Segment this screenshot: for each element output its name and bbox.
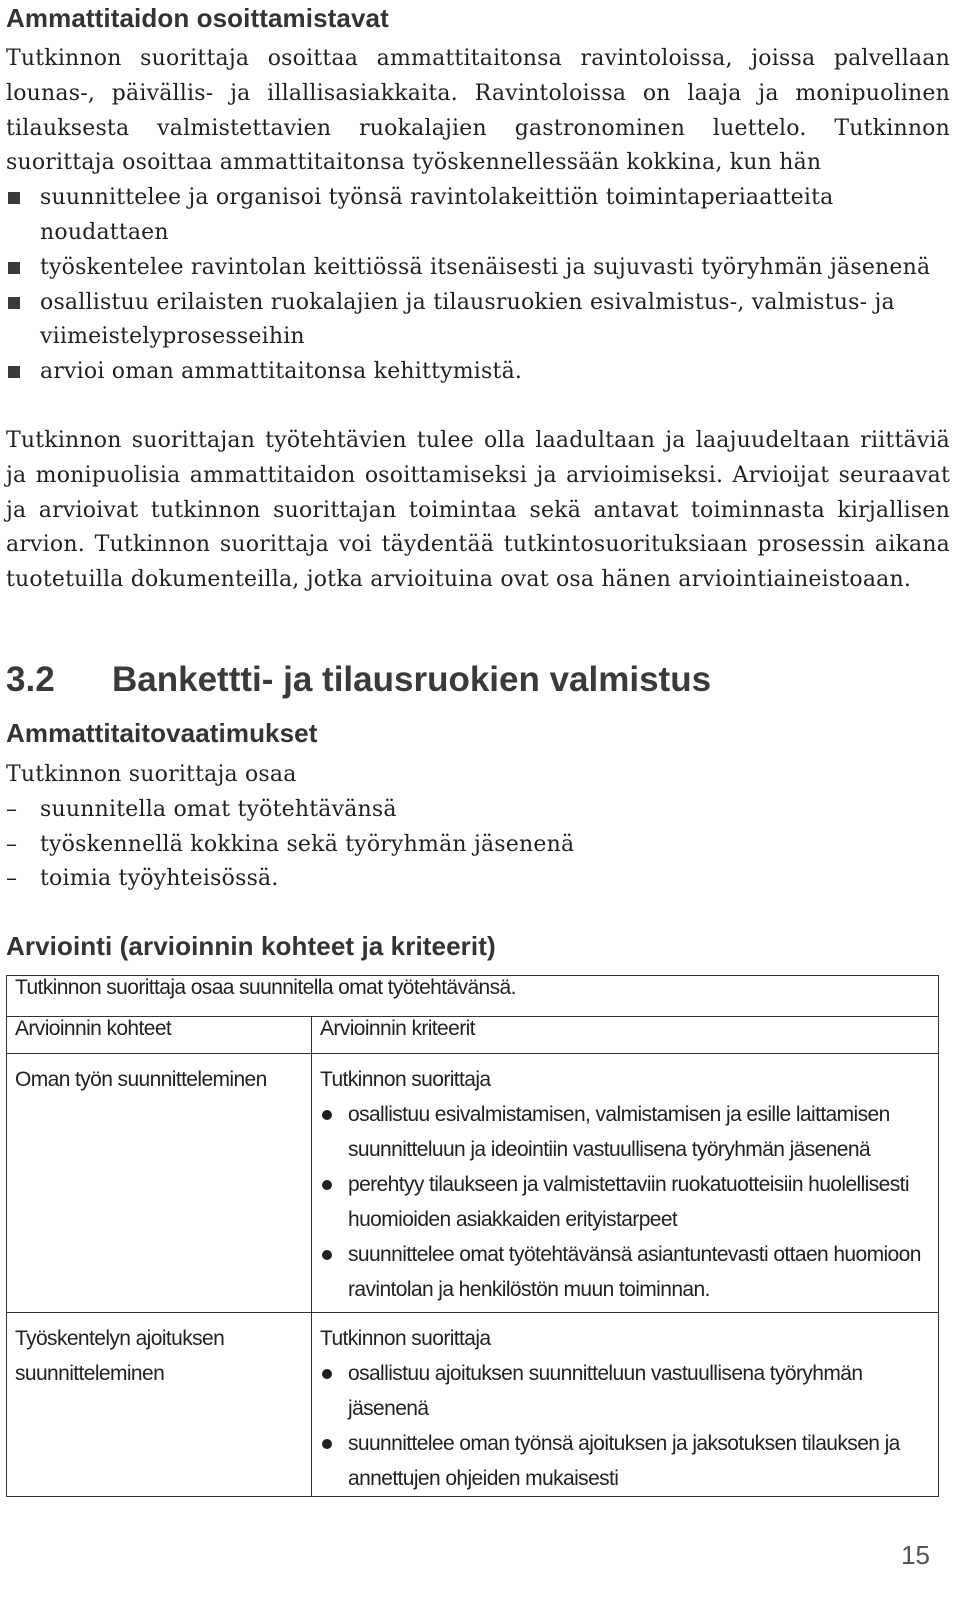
list-item-text: osallistuu erilaisten ruokalajien ja tilausruokien esivalmistus-, valmistus- ja viimeistelyprosesseihin	[40, 289, 895, 350]
list-item-text: suunnittelee ja organisoi työnsä ravintolakeittiön toimintaperiaatteita noudattaen	[40, 185, 834, 245]
dash-bullet-icon: –	[6, 796, 18, 822]
assessment-paragraph: Tutkinnon suorittajan työtehtävien tulee olla laadultaan ja laajuudeltaan riittäviä ja monipuolisia ammattitaidon osoittamiseksi ja arvioimiseksi. Arvioijat seuraavat ja arvioivat tutkinnon suorittajan toimintaa sekä antavat toiminnasta kirjallisen arvion. Tutkinnon suorittaja voi täydentää tutkintosuorituksiaan prosessin aikana tuotetuilla dokumenteilla, jotka arvioituina ovat osa hänen arviointiaineistoaan.	[6, 427, 950, 593]
intro-section	[6, 0, 950, 598]
list-item-text: perehtyy tilaukseen ja valmistettaviin ruokatuotteisiin huolellisesti huomioiden asiakkaiden erityistarpeet	[348, 1173, 909, 1231]
intro-paragraph: Tutkinnon suorittaja osoittaa ammattitaitonsa ravintoloissa, joissa palvellaan lounas-, päivällis- ja illallisasiakkaita. Ravintoloissa on laaja ja monipuolinen tilauksesta valmistettavien ruokalajien gastronominen luettelo. Tutkinnon suorittaja osoittaa ammattitaitonsa työskennellessään kokkina, kun hän	[6, 46, 950, 176]
square-bullet-icon	[8, 297, 20, 309]
list-item	[6, 828, 950, 863]
evaluation-heading: Arviointi (arvioinnin kohteet ja kriteerit)	[6, 931, 496, 962]
list-item-text: toimia työyhteisössä.	[40, 866, 279, 892]
square-bullet-icon	[8, 262, 20, 274]
table-row	[7, 1054, 939, 1313]
criteria-lead: Tutkinnon suorittaja	[320, 1327, 491, 1350]
bullet-dot-icon	[322, 1439, 332, 1449]
column-header-criteria: Arvioinnin kriteerit	[312, 1017, 939, 1054]
list-item	[6, 793, 950, 828]
table-column-row	[7, 1017, 939, 1054]
square-bullet-icon	[8, 366, 20, 378]
column-header-targets: Arvioinnin kohteet	[7, 1017, 312, 1054]
criteria-list	[320, 1356, 930, 1496]
intro-bullet-list	[6, 181, 950, 390]
list-item	[320, 1097, 930, 1167]
bullet-dot-icon	[322, 1369, 332, 1379]
criteria-cell	[312, 1313, 939, 1497]
target-cell: Oman työn suunnitteleminen	[7, 1054, 312, 1313]
list-item	[320, 1237, 930, 1307]
criteria-list	[320, 1097, 930, 1307]
criteria-table	[6, 975, 939, 1497]
list-item	[6, 251, 950, 286]
table-header: Tutkinnon suorittaja osaa suunnitella omat työtehtävänsä.	[7, 976, 939, 1017]
target-cell: Työskentelyn ajoituksen suunnitteleminen	[7, 1313, 312, 1497]
requirements-list	[6, 793, 950, 897]
section-title	[6, 660, 711, 700]
requirements-heading: Ammattitaitovaatimukset	[6, 718, 318, 748]
list-item-text: työskentelee ravintolan keittiössä itsenäisesti ja sujuvasti työryhmän jäsenenä	[40, 254, 931, 280]
criteria-cell	[312, 1054, 939, 1313]
bullet-dot-icon	[322, 1110, 332, 1120]
list-item-text: suunnittelee oman työnsä ajoituksen ja jaksotuksen tilauksen ja annettujen ohjeiden mukaisesti	[348, 1432, 900, 1490]
requirements-lead: Tutkinnon suorittaja osaa	[6, 762, 297, 787]
list-item-text: arvioi oman ammattitaitonsa kehittymistä.	[40, 359, 523, 385]
list-item	[6, 355, 950, 390]
dash-bullet-icon: –	[6, 831, 18, 857]
intro-heading: Ammattitaidon osoittamistavat	[6, 3, 389, 33]
list-item-text: osallistuu esivalmistamisen, valmistamisen ja esille laittamisen suunnitteluun ja ideointiin vastuullisena työryhmän jäsenenä	[348, 1103, 890, 1161]
table-header-row	[7, 976, 939, 1017]
square-bullet-icon	[8, 192, 20, 204]
criteria-lead: Tutkinnon suorittaja	[320, 1068, 491, 1091]
section-number: 3.2	[6, 660, 55, 699]
list-item-text: osallistuu ajoituksen suunnitteluun vastuullisena työryhmän jäsenenä	[348, 1362, 863, 1420]
list-item	[6, 862, 950, 897]
list-item	[320, 1356, 930, 1426]
list-item-text: suunnittelee omat työtehtävänsä asiantuntevasti ottaen huomioon ravintolan ja henkilöstön muun toiminnan.	[348, 1243, 921, 1301]
dash-bullet-icon: –	[6, 866, 18, 892]
list-item	[320, 1426, 930, 1496]
bullet-dot-icon	[322, 1180, 332, 1190]
page-number: 15	[901, 1540, 930, 1570]
requirements-section	[6, 714, 950, 965]
section-title-text: Bankettti- ja tilausruokien valmistus	[112, 660, 712, 699]
list-item	[6, 286, 950, 356]
list-item-text: suunnitella omat työtehtävänsä	[40, 796, 397, 822]
list-item	[320, 1167, 930, 1237]
list-item	[6, 181, 950, 251]
list-item-text: työskennellä kokkina sekä työryhmän jäsenenä	[40, 831, 575, 857]
table-row	[7, 1313, 939, 1497]
bullet-dot-icon	[322, 1250, 332, 1260]
